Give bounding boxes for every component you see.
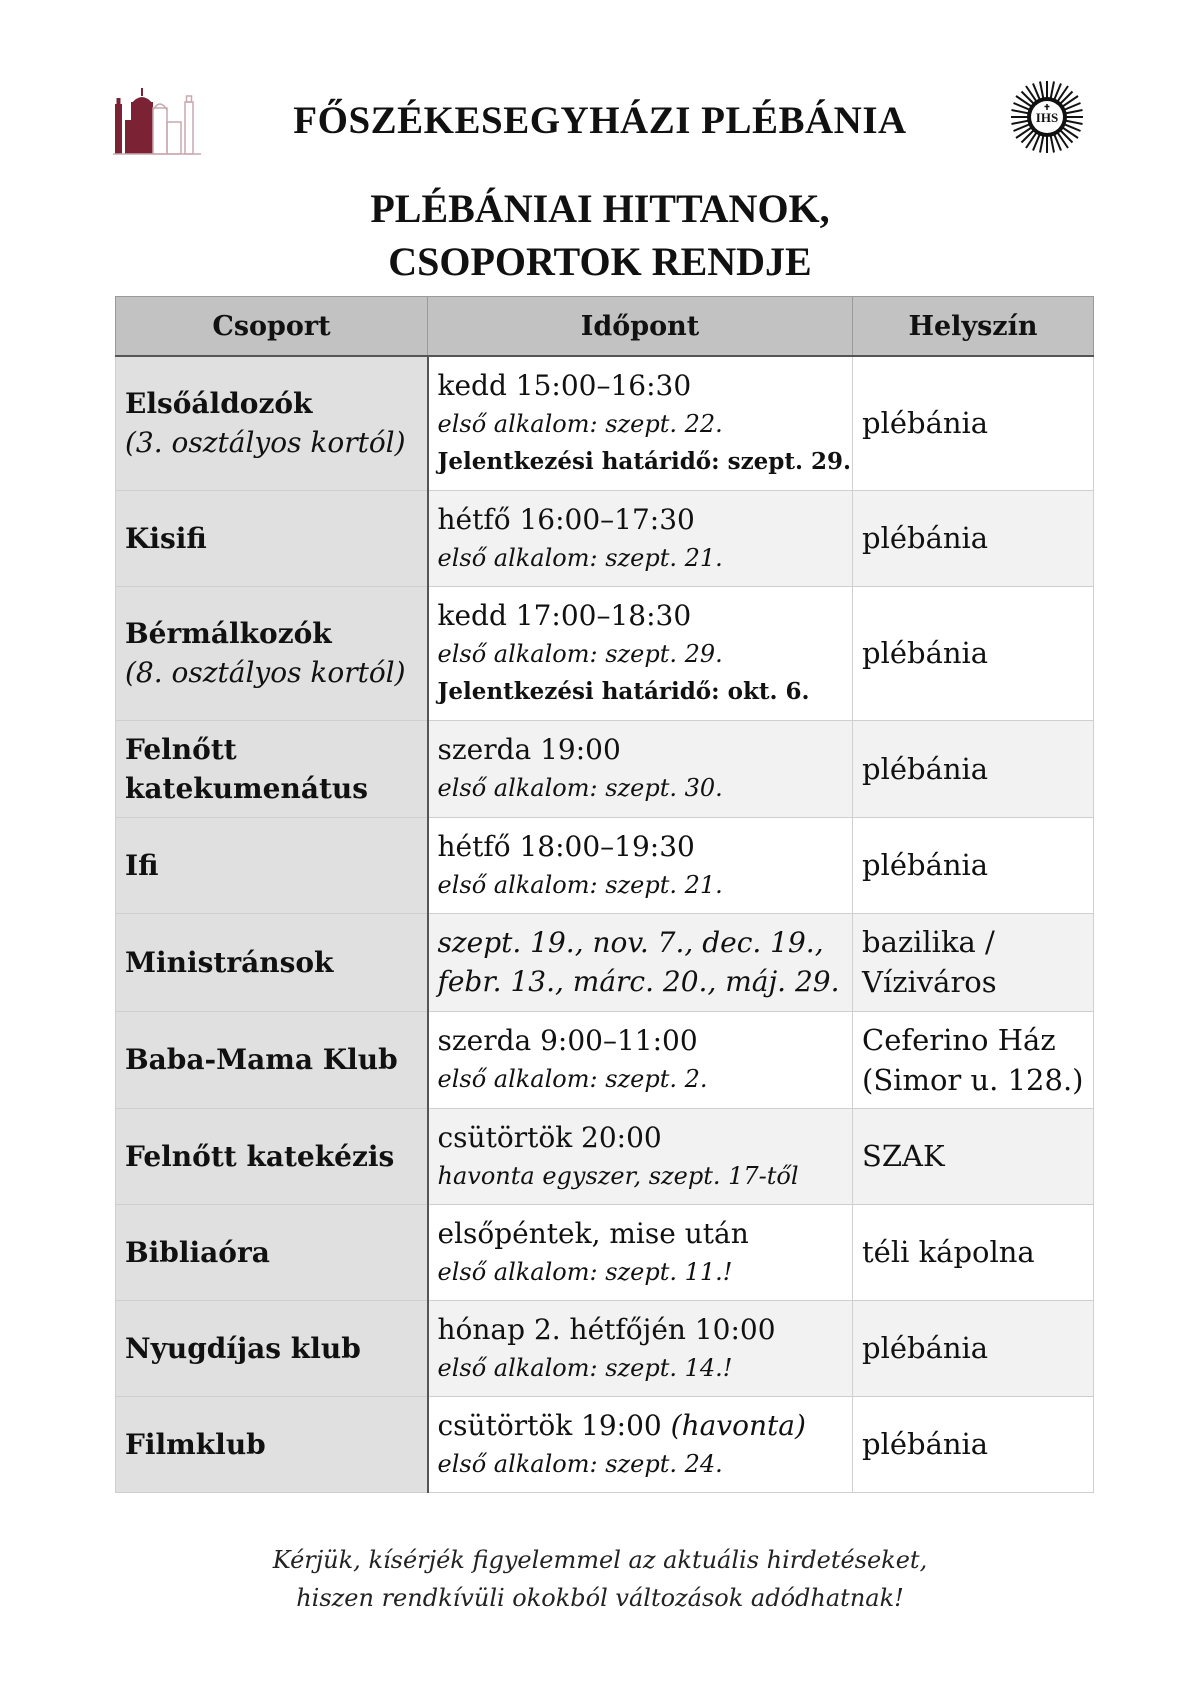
table-row	[116, 586, 1094, 720]
ihs-text: IHS	[1035, 110, 1059, 125]
time-cell	[428, 586, 853, 720]
time-main: szerda 9:00–11:00	[437, 1024, 698, 1057]
time-deadline: Jelentkezési határidő: szept. 29.	[437, 447, 851, 475]
group-name: Filmklub	[125, 1427, 266, 1461]
table-row	[116, 1204, 1094, 1300]
time-first-session: első alkalom: szept. 11.!	[437, 1257, 733, 1286]
time-cell	[428, 817, 853, 913]
page-header	[0, 0, 1200, 284]
place-line2: (Simor u. 128.)	[862, 1062, 1084, 1097]
place-cell	[853, 913, 1094, 1011]
place-cell: plébánia	[853, 1396, 1094, 1492]
group-cell	[116, 356, 428, 490]
time-main-wrapper	[438, 1406, 844, 1445]
document-title-line1: PLÉBÁNIAI HITTANOK,	[370, 186, 830, 231]
time-main: szerda 19:00	[437, 733, 621, 766]
group-cell	[116, 1204, 428, 1300]
time-main: kedd 15:00–16:30	[437, 368, 692, 402]
time-cell	[428, 490, 853, 586]
group-cell	[116, 490, 428, 586]
group-cell	[116, 1396, 428, 1492]
table-row	[116, 1300, 1094, 1396]
footer-note	[200, 1541, 1000, 1617]
place-line1: Ceferino Ház	[862, 1022, 1056, 1057]
document-title	[200, 182, 1000, 288]
place-line2: Víziváros	[862, 965, 997, 999]
time-cell	[428, 720, 853, 817]
time-first-session: első alkalom: szept. 22.	[437, 409, 723, 438]
group-age-note: (8. osztályos kortól)	[125, 656, 406, 689]
group-cell	[116, 1011, 428, 1108]
group-name: Bérmálkozók	[125, 617, 332, 650]
group-name: Ifi	[125, 848, 159, 882]
document-title-line2: CSOPORTOK RENDJE	[388, 239, 812, 284]
time-frequency-note: (havonta)	[670, 1408, 806, 1442]
table-row	[116, 1396, 1094, 1492]
group-name: Baba-Mama Klub	[125, 1043, 398, 1076]
group-name: Nyugdíjas klub	[125, 1331, 361, 1365]
time-first-session: első alkalom: szept. 29.	[437, 639, 723, 668]
time-dates-line1: szept. 19., nov. 7., dec. 19.,	[437, 926, 824, 959]
group-name-line1: Felnőtt	[125, 732, 237, 766]
group-cell	[116, 913, 428, 1011]
time-cell	[428, 356, 853, 490]
time-cell	[428, 913, 853, 1011]
time-cell	[428, 1108, 853, 1204]
place-cell: téli kápolna	[853, 1204, 1094, 1300]
time-frequency-note: havonta egyszer, szept. 17-től	[437, 1161, 799, 1190]
time-main: csütörtök 20:00	[437, 1120, 662, 1154]
time-first-session: első alkalom: szept. 24.	[437, 1449, 723, 1478]
group-cell	[116, 586, 428, 720]
time-main: kedd 17:00–18:30	[437, 598, 692, 632]
place-cell: SZAK	[853, 1108, 1094, 1204]
place-line1: bazilika /	[862, 925, 995, 959]
place-cell: plébánia	[853, 586, 1094, 720]
column-header-time: Időpont	[428, 297, 853, 357]
time-first-session: első alkalom: szept. 21.	[437, 870, 723, 899]
time-main: hónap 2. hétfőjén 10:00	[437, 1312, 776, 1346]
place-cell: plébánia	[853, 490, 1094, 586]
table-row	[116, 913, 1094, 1011]
column-header-place: Helyszín	[853, 297, 1094, 357]
footer-note-line2: hiszen rendkívüli okokból változások adódhatnak!	[296, 1584, 904, 1612]
time-first-session: első alkalom: szept. 21.	[437, 543, 723, 572]
place-cell: plébánia	[853, 356, 1094, 490]
group-name-line2: katekumenátus	[125, 771, 369, 805]
place-cell	[853, 1011, 1094, 1108]
time-dates-line2: febr. 13., márc. 20., máj. 29.	[437, 965, 840, 998]
place-cell: plébánia	[853, 1300, 1094, 1396]
time-cell	[428, 1011, 853, 1108]
group-name: Ministránsok	[125, 945, 334, 979]
time-first-session: első alkalom: szept. 2.	[437, 1065, 708, 1093]
group-name: Felnőtt katekézis	[125, 1139, 395, 1173]
group-cell	[116, 1108, 428, 1204]
basilica-icon	[113, 88, 203, 158]
time-first-session: első alkalom: szept. 30.	[437, 774, 723, 802]
group-cell	[116, 817, 428, 913]
place-cell: plébánia	[853, 817, 1094, 913]
table-row	[116, 1108, 1094, 1204]
time-main: hétfő 16:00–17:30	[437, 502, 695, 536]
table-row	[116, 1011, 1094, 1108]
time-cell	[428, 1396, 853, 1492]
group-name: Kisifi	[125, 521, 207, 555]
time-main: hétfő 18:00–19:30	[437, 829, 695, 863]
table-row	[116, 490, 1094, 586]
ihs-sunburst-icon	[1010, 80, 1084, 154]
parish-title: FŐSZÉKESEGYHÁZI PLÉBÁNIA	[293, 99, 907, 142]
time-cell	[428, 1300, 853, 1396]
time-cell	[428, 1204, 853, 1300]
table-row	[116, 817, 1094, 913]
table-row	[116, 356, 1094, 490]
time-deadline: Jelentkezési határidő: okt. 6.	[437, 677, 810, 705]
time-main: elsőpéntek, mise után	[437, 1216, 749, 1250]
group-age-note: (3. osztályos kortól)	[125, 426, 406, 460]
footer-note-line1: Kérjük, kísérjék figyelemmel az aktuális hirdetéseket,	[272, 1546, 928, 1574]
time-first-session: első alkalom: szept. 14.!	[437, 1353, 733, 1382]
column-header-group: Csoport	[116, 297, 428, 357]
table-row	[116, 720, 1094, 817]
group-cell	[116, 720, 428, 817]
schedule-table	[115, 296, 1094, 1493]
time-main: csütörtök 19:00	[437, 1408, 662, 1442]
group-cell	[116, 1300, 428, 1396]
place-cell: plébánia	[853, 720, 1094, 817]
group-name: Bibliaóra	[125, 1235, 270, 1269]
group-name: Elsőáldozók	[125, 387, 313, 421]
table-header-row	[116, 297, 1094, 357]
